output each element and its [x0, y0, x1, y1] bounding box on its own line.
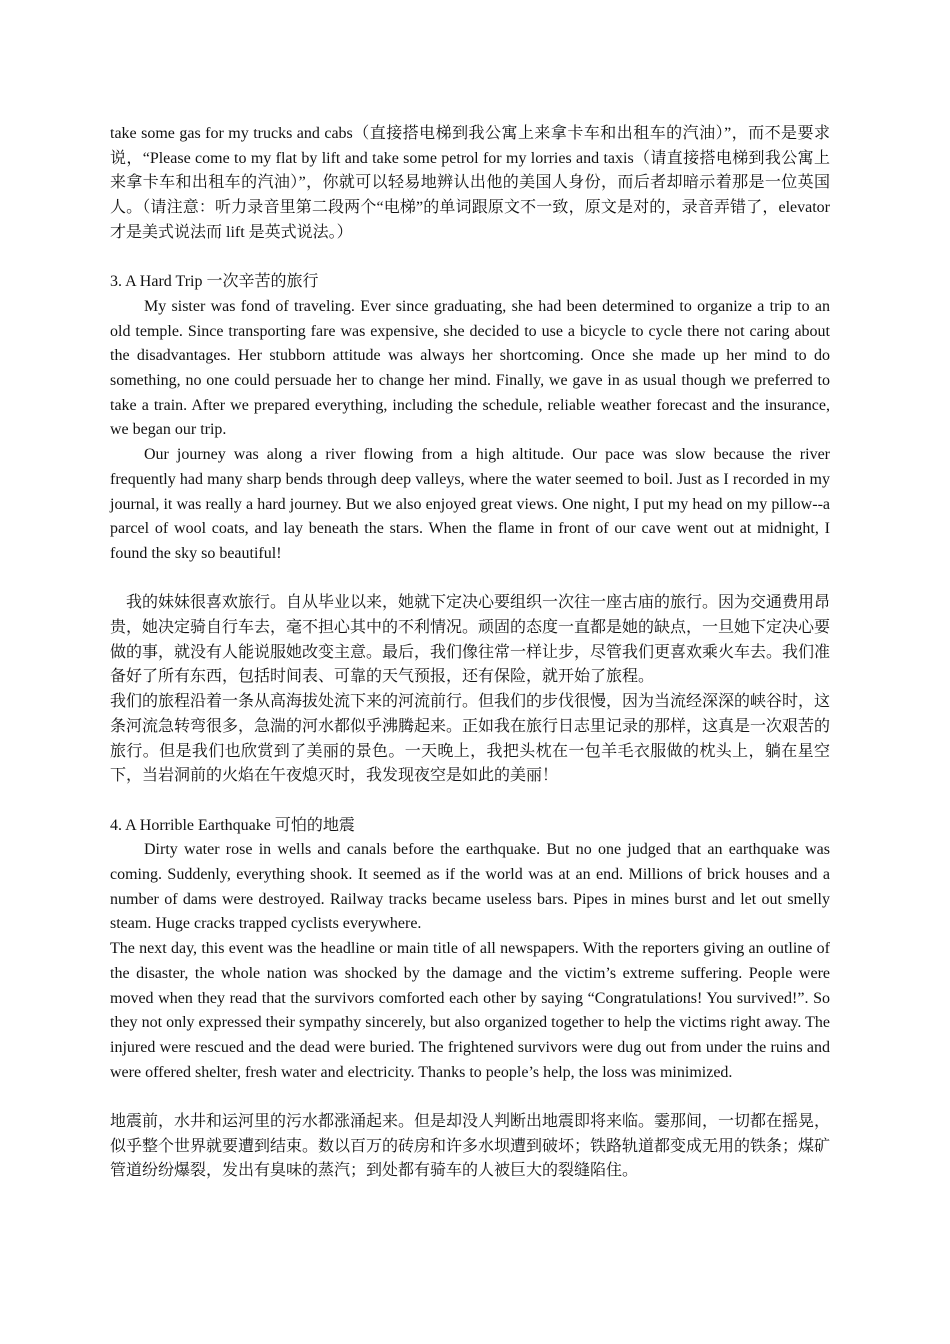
- en-paragraph: Dirty water rose in wells and canals before the earthquake. But no one judged that an earthquake was coming. Suddenly, everything shook. It seemed as if the world was at an end. Millions of brick houses and a number of dams were destroyed. Railway tracks became useless bars. Pipes in mines burst and let out smelly steam. Huge cracks trapped cyclists everywhere.: [110, 841, 830, 933]
- intro-paragraph: take some gas for my trucks and cabs（直接搭电梯到我公寓上来拿卡车和出租车的汽油）”，而不是要求说，“Please come to my flat by lift and take some petrol for my lorries and taxis（请直接搭电梯到我公寓上来拿卡车和出租车的汽油）”，你就可以轻易地辨认出他的美国人身份，而后者却暗示着那是一位英国人。（请注意：听力录音里第二段两个“电梯”的单词跟原文不一致，原文是对的，录音弄错了，elevator 才是美式说法而 lift 是英式说法。）: [110, 125, 830, 241]
- section-heading: 4. A Horrible Earthquake 可怕的地震: [110, 816, 355, 834]
- en-paragraph: Our journey was along a river flowing from a high altitude. Our pace was slow because the river frequently had many sharp bends through deep valleys, where the water seemed to boil. Just as I recorded in my journal, it was really a hard journey. But we also enjoyed great views. One night, I put my head on my pillow--a parcel of wool coats, and lay beneath the stars. When the flame in front of our cave went out at midnight, I found the sky so beautiful!: [110, 446, 830, 562]
- spacer: [110, 567, 830, 592]
- cn-paragraph: 我的妹妹很喜欢旅行。自从毕业以来，她就下定决心要组织一次往一座古庙的旅行。因为交通费用昂贵，她决定骑自行车去，毫不担心其中的不利情况。顽固的态度一直都是她的缺点，一旦她下定决心要做的事，就没有人能说服她改变主意。最后，我们像往常一样让步，尽管我们更喜欢乘火车去。我们准备好了所有东西，包括时间表、可靠的天气预报，还有保险，就开始了旅程。: [110, 594, 831, 686]
- section-heading: 3. A Hard Trip 一次辛苦的旅行: [110, 273, 319, 291]
- spacer: [110, 1085, 830, 1110]
- cn-paragraph: 我们的旅程沿着一条从高海拔处流下来的河流前行。但我们的步伐很慢，因为当流经深深的峡谷时，这条河流急转弯很多，急湍的河水都似乎沸腾起来。正如我在旅行日志里记录的那样，这真是一次艰苦的旅行。但是我们也欣赏到了美丽的景色。一天晚上，我把头枕在一包羊毛衣服做的枕头上，躺在星空下，当岩洞前的火焰在午夜熄灭时，我发现夜空是如此的美丽！: [110, 693, 831, 785]
- en-paragraph: My sister was fond of traveling. Ever since graduating, she had been determined to organize a trip to an old temple. Since transporting fare was expensive, she decided to use a bicycle to cycle there not caring about the disadvantages. Her stubborn attitude was always her shortcoming. Once she made up her mind to do something, no one could persuade her to change her mind. Finally, we gave in as usual though we preferred to take a train. After we prepared everything, including the schedule, reliable weather forecast and the insurance, we began our trip.: [110, 297, 830, 439]
- section-earthquake: [110, 814, 830, 1185]
- spacer: [110, 246, 830, 271]
- en-paragraph: The next day, this event was the headline or main title of all newspapers. With the reporters giving an outline of the disaster, the whole nation was shocked by the damage and the victim’s extreme suffering. People were moved when they read that the survivors comforted each other by saying “Congratulations! You survived!”. So they not only expressed their sympathy sincerely, but also organized together to help the victims right away. The injured were rescued and the dead were buried. The frightened survivors were dug out from under the ruins and were offered shelter, fresh water and electricity. Thanks to people’s help, the loss was minimized.: [110, 940, 830, 1081]
- document-page: [110, 122, 830, 1184]
- section-hard-trip: [110, 270, 830, 789]
- spacer: [110, 789, 830, 814]
- cn-paragraph: 地震前，水井和运河里的污水都涨涌起来。但是却没人判断出地震即将来临。霎那间，一切都在摇晃，似乎整个世界就要遭到结束。数以百万的砖房和许多水坝遭到破坏；铁路轨道都变成无用的铁条；煤矿管道纷纷爆裂，发出有臭味的蒸汽；到处都有骑车的人被巨大的裂缝陷住。: [110, 1113, 831, 1180]
